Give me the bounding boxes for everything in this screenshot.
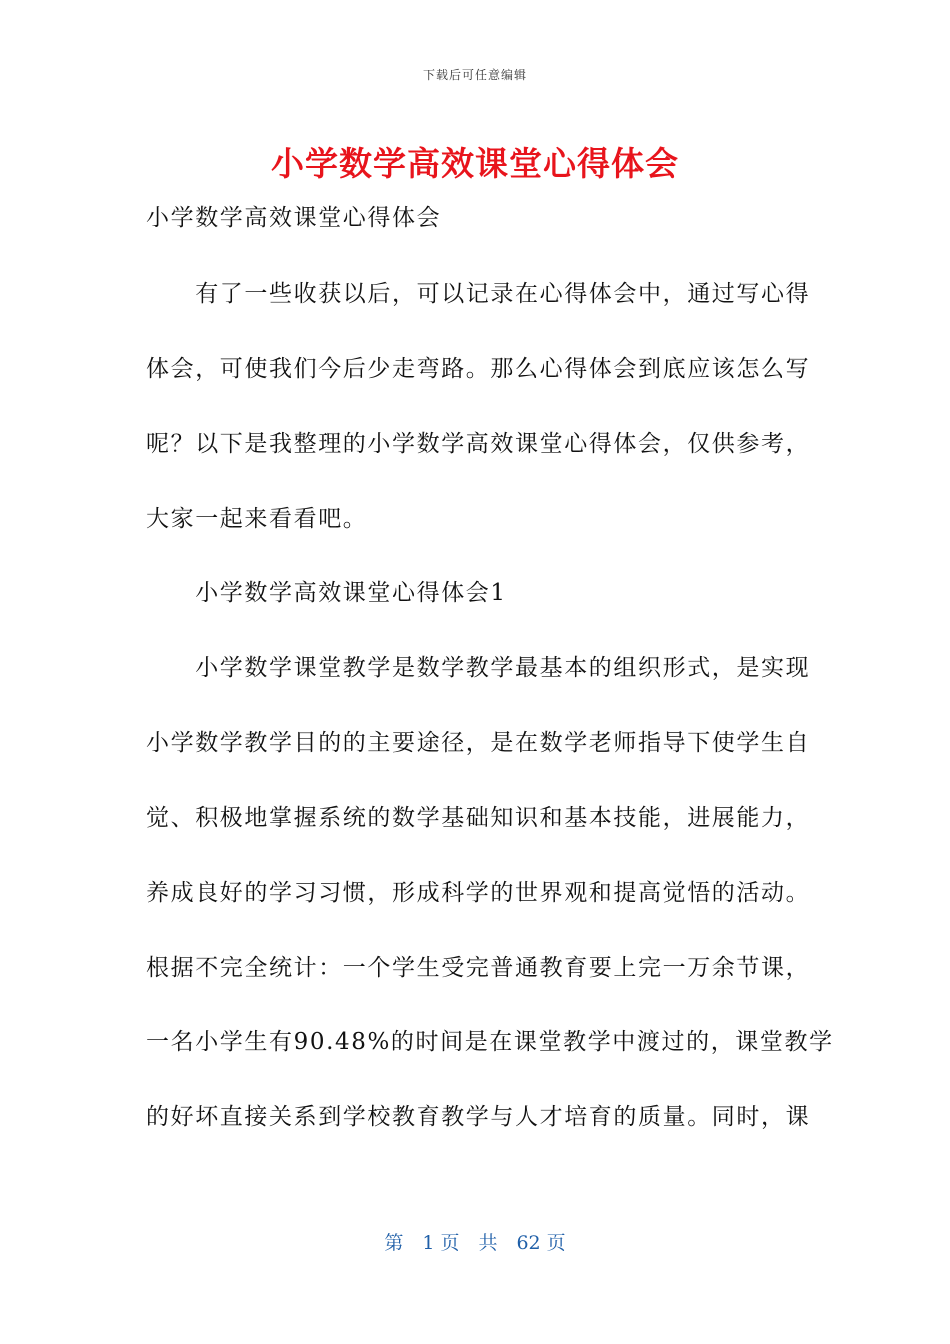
section-heading: 小学数学高效课堂心得体会1 <box>146 580 507 606</box>
body-line: 大家一起来看看吧。 <box>146 506 368 532</box>
body-line: 小学数学教学目的的主要途径，是在数学老师指导下使学生自 <box>146 730 811 756</box>
body-line: 养成良好的学习习惯，形成科学的世界观和提高觉悟的活动。 <box>146 880 811 906</box>
document-title: 小学数学高效课堂心得体会 <box>271 144 679 183</box>
body-line: 小学数学高效课堂心得体会 <box>146 205 442 231</box>
body-line: 一名小学生有90.48%的时间是在课堂教学中渡过的，课堂教学 <box>146 1029 834 1055</box>
body-line: 小学数学课堂教学是数学教学最基本的组织形式，是实现 <box>146 655 811 681</box>
body-line: 有了一些收获以后，可以记录在心得体会中，通过写心得 <box>146 281 811 307</box>
body-line: 的好坏直接关系到学校教育教学与人才培育的质量。同时，课 <box>146 1104 811 1130</box>
header-note: 下载后可任意编辑 <box>422 68 527 82</box>
body-line: 呢？以下是我整理的小学数学高效课堂心得体会，仅供参考， <box>146 431 811 457</box>
body-line: 根据不完全统计：一个学生受完普通教育要上完一万余节课， <box>146 955 811 981</box>
body-line: 体会，可使我们今后少走弯路。那么心得体会到底应该怎么写 <box>146 356 811 382</box>
body-line: 觉、积极地掌握系统的数学基础知识和基本技能，进展能力， <box>146 805 811 831</box>
page-footer: 第 1 页 共 62 页 <box>384 1232 566 1254</box>
